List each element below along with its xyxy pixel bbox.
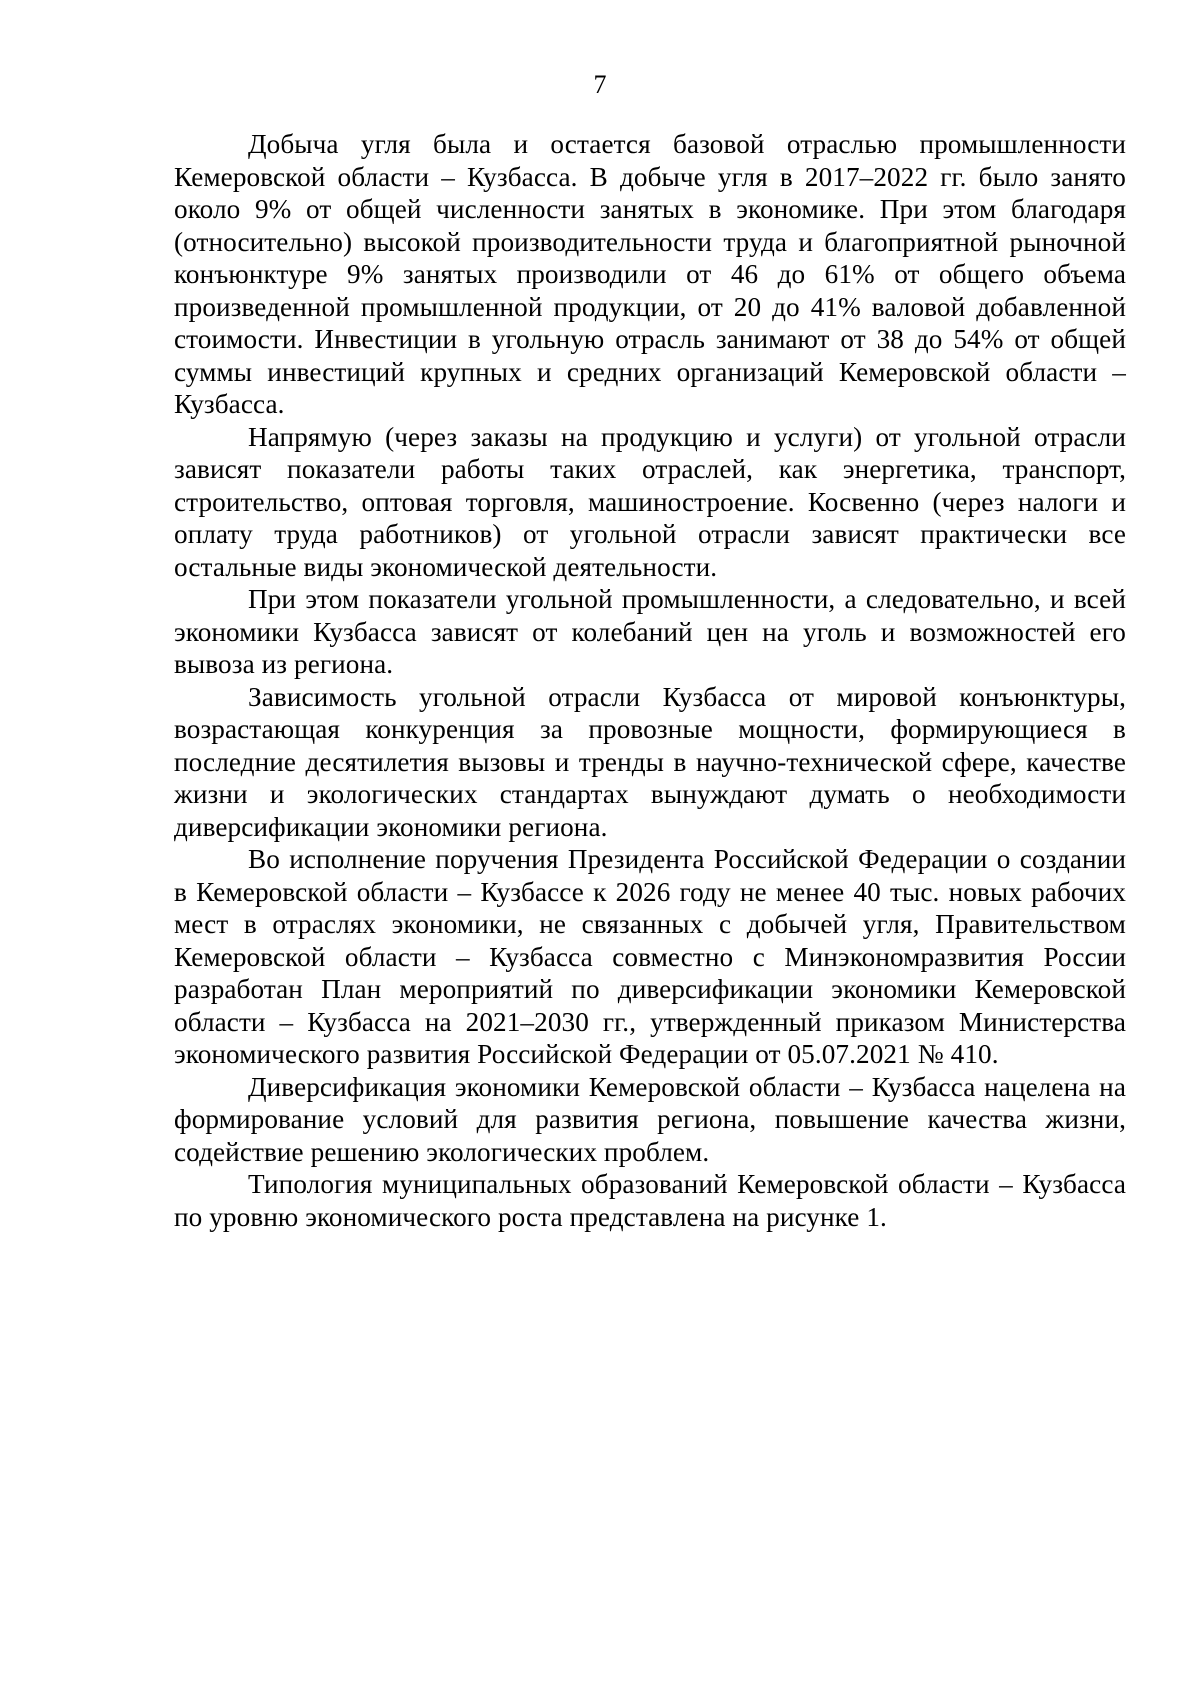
paragraph-price-dependence: При этом показатели угольной промышленности, а следовательно, и всей экономики Кузбасса зависят от колебаний цен на уголь и возможностей его вывоза из региона.	[174, 584, 1126, 679]
paragraph-coal-mining-base: Добыча угля была и остается базовой отраслью промышленности Кемеровской области – Кузбасса. В добыче угля в 2017–2022 гг. было занято около 9% от общей численности занятых в экономике. При этом благодаря (относительно) высокой производительности труда и благоприятной рыночной конъюнктуре 9% занятых производили от 46 до 61% от общего объема произведенной промышленной продукции, от 20 до 41% валовой добавленной стоимости. Инвестиции в угольную отрасль занимают от 38 до 54% от общей суммы инвестиций крупных и средних организаций Кемеровской области – Кузбасса.	[174, 129, 1126, 419]
body-text	[174, 128, 1126, 1233]
paragraph-diversification-goals: Диверсификация экономики Кемеровской области – Кузбасса нацелена на формирование условий для развития региона, повышение качества жизни, содействие решению экологических проблем.	[174, 1071, 1126, 1167]
paragraph-diversification-need: Зависимость угольной отрасли Кузбасса от мировой конъюнктуры, возрастающая конкуренция за провозные мощности, формирующиеся в последние десятилетия вызовы и тренды в научно-технической сфере, качестве жизни и экологических стандартах вынуждают думать о необходимости диверсификации экономики региона.	[174, 681, 1126, 842]
page-number: 7	[593, 70, 607, 99]
paragraph-typology-reference: Типология муниципальных образований Кемеровской области – Кузбасса по уровню экономического роста представлена на рисунке 1.	[174, 1169, 1126, 1232]
paragraph-action-plan: Во исполнение поручения Президента Российской Федерации о создании в Кемеровской области – Кузбассе к 2026 году не менее 40 тыс. новых рабочих мест в отраслях экономики, не связанных с добычей угля, Правительством Кемеровской области – Кузбасса совместно с Минэкономразвития России разработан План мероприятий по диверсификации экономики Кемеровской области – Кузбасса на 2021–2030 гг., утвержденный приказом Министерства экономического развития Российской Федерации от 05.07.2021 № 410.	[174, 844, 1126, 1069]
paragraph-dependent-industries: Напрямую (через заказы на продукцию и услуги) от угольной отрасли зависят показатели работы таких отраслей, как энергетика, транспорт, строительство, оптовая торговля, машиностроение. Косвенно (через налоги и оплату труда работников) от угольной отрасли зависят практически все остальные виды экономической деятельности.	[174, 421, 1126, 582]
